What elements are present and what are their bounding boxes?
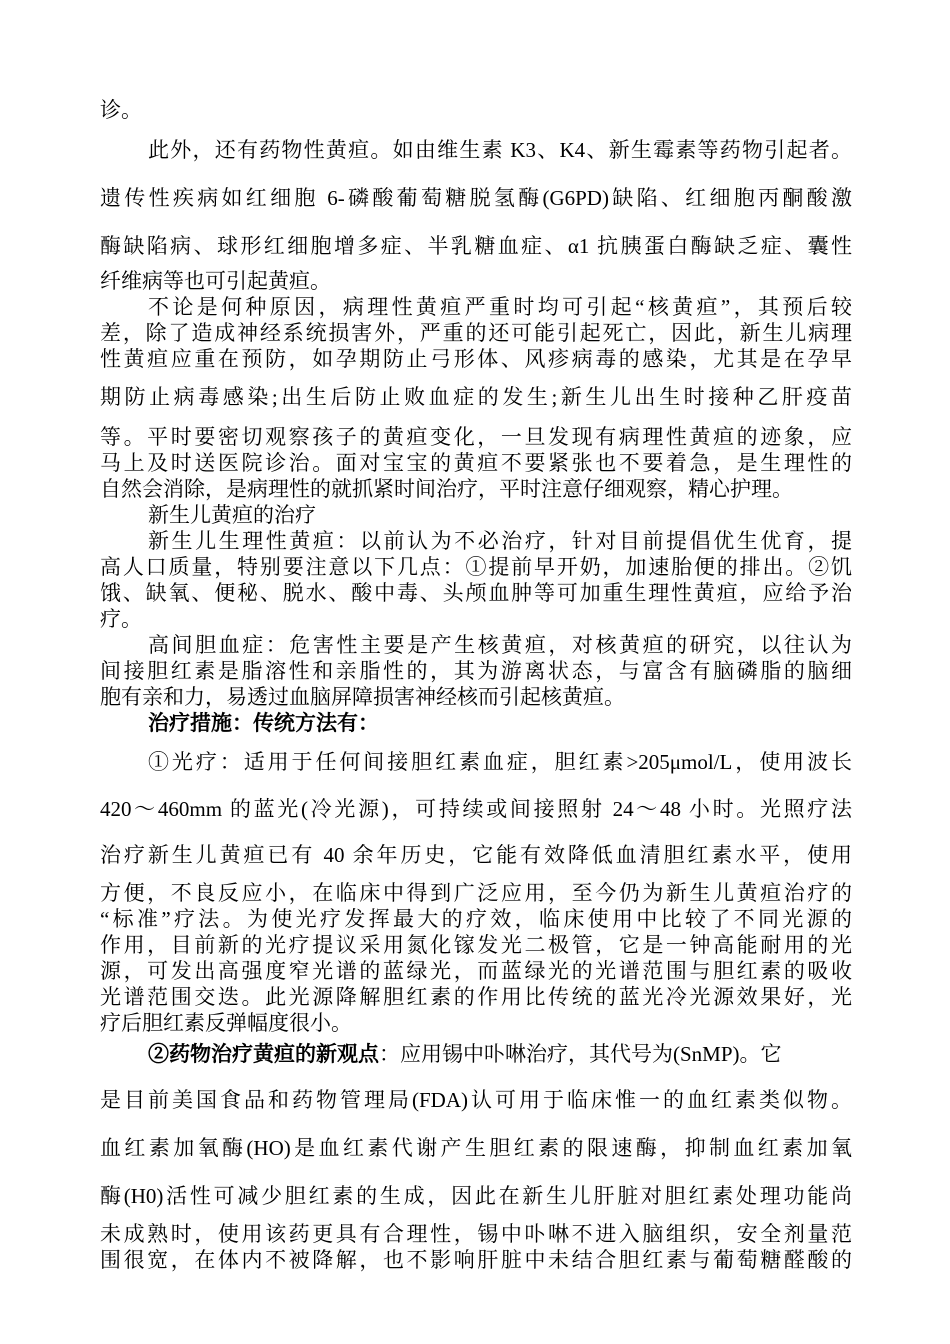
text-line: ①光疗：适用于任何间接胆红素血症，胆红素>205μmol/L，使用波长 [148,750,852,774]
text-line: 饿、缺氧、便秘、脱水、酸中毒、头颅血肿等可加重生理性黄疸，应给予治 [100,581,852,605]
text-line: 间接胆红素是脂溶性和亲脂性的，其为游离状态，与富含有脑磷脂的脑细 [100,659,852,683]
text-line: 酶(H0)活性可减少胆红素的生成，因此在新生儿肝脏对胆红素处理功能尚 [100,1184,852,1208]
text-line: 性黄疸应重在预防，如孕期防止弓形体、风疹病毒的感染，尤其是在孕早 [100,347,852,371]
text-line: 差，除了造成神经系统损害外，严重的还可能引起死亡，因此，新生儿病理 [100,321,852,345]
text-line: 纤维病等也可引起黄疸。 [100,269,331,293]
text-line: 方便，不良反应小，在临床中得到广泛应用，至今仍为新生儿黄疸治疗的 [100,881,852,905]
text-line: 新生儿生理性黄疸：以前认为不必治疗，针对目前提倡优生优育，提 [148,529,852,553]
text-line: 此外，还有药物性黄疸。如由维生素 K3、K4、新生霉素等药物引起者。 [148,138,852,162]
text-line [148,1041,852,1067]
text-line: 高间胆血症：危害性主要是产生核黄疸，对核黄疸的研究，以往认为 [148,633,852,657]
text-line: 酶缺陷病、球形红细胞增多症、半乳糖血症、α1 抗胰蛋白酶缺乏症、囊性 [100,234,852,258]
text-line: 未成熟时，使用该药更具有合理性，锡中卟啉不进入脑组织，安全剂量范 [100,1222,852,1246]
text-line: 自然会消除，是病理性的就抓紧时间治疗，平时注意仔细观察，精心护理。 [100,477,793,501]
text-line: 血红素加氧酶(HO)是血红素代谢产生胆红素的限速酶，抑制血红素加氧 [100,1136,852,1160]
bold-heading: 治疗措施：传统方法有： [148,711,379,735]
text-run: ：应用锡中卟啉治疗，其代号为(SnMP)。它 [379,1042,782,1066]
text-line: 治疗新生儿黄疸已有 40 余年历史，它能有效降低血清胆红素水平，使用 [100,843,852,867]
text-line: 疗。 [100,607,142,631]
text-line: 期防止病毒感染;出生后防止败血症的发生;新生儿出生时接种乙肝疫苗 [100,385,852,409]
bold-lead-in: ②药物治疗黄疸的新观点 [148,1042,379,1066]
text-line: 诊。 [100,98,142,122]
text-line: 围很宽，在体内不被降解，也不影响肝脏中未结合胆红素与葡萄糖醛酸的 [100,1248,852,1272]
text-line: 等。平时要密切观察孩子的黄疸变化，一旦发现有病理性黄疸的迹象，应 [100,425,852,449]
text-line: 不论是何种原因，病理性黄疸严重时均可引起“核黄疸”，其预后较 [148,295,852,319]
text-line: 胞有亲和力，易透过血脑屏障损害神经核而引起核黄疸。 [100,685,625,709]
text-line: 高人口质量，特别要注意以下几点：①提前早开奶，加速胎便的排出。②饥 [100,555,852,579]
text-line: 疗后胆红素反弹幅度很小。 [100,1011,352,1035]
text-line: 光谱范围交迭。此光源降解胆红素的作用比传统的蓝光冷光源效果好，光 [100,985,852,1009]
text-line: 420～460mm 的蓝光(冷光源)，可持续或间接照射 24～48 小时。光照疗法 [100,797,852,821]
text-line: “标准”疗法。为使光疗发挥最大的疗效，临床使用中比较了不同光源的 [100,907,852,931]
text-line: 马上及时送医院诊治。面对宝宝的黄疸不要紧张也不要着急，是生理性的 [100,451,852,475]
section-heading: 新生儿黄疸的治疗 [148,503,316,527]
text-line: 是目前美国食品和药物管理局(FDA)认可用于临床惟一的血红素类似物。 [100,1088,852,1112]
text-line: 遗传性疾病如红细胞 6-磷酸葡萄糖脱氢酶(G6PD)缺陷、红细胞丙酮酸激 [100,186,852,210]
text-line: 源，可发出高强度窄光谱的蓝绿光，而蓝绿光的光谱范围与胆红素的吸收 [100,959,852,983]
text-line: 作用，目前新的光疗提议采用氮化镓发光二极管，它是一钟高能耐用的光 [100,933,852,957]
